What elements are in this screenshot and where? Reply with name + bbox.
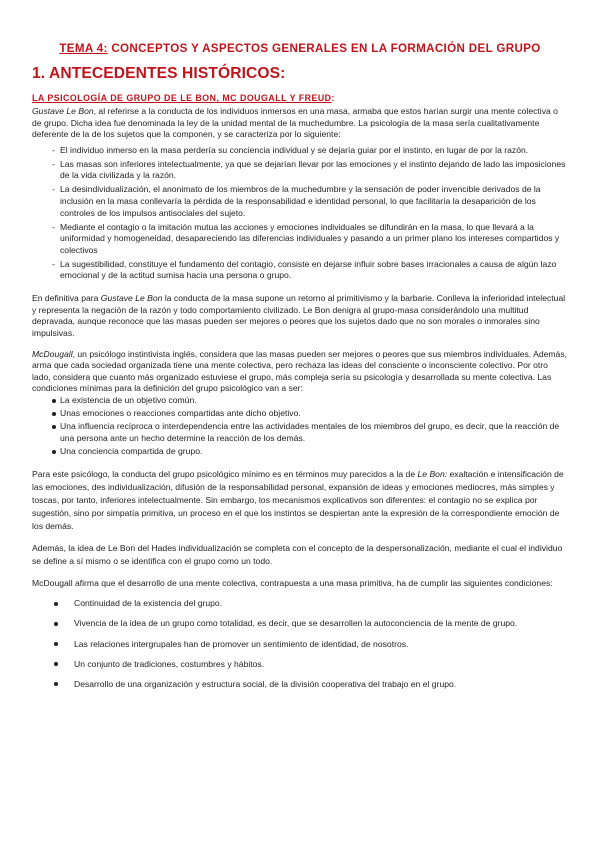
psychologist-conduct-paragraph	[32, 468, 568, 533]
list-item: La existencia de un objetivo común.	[32, 395, 568, 407]
subsection-heading: LA PSICOLOGÍA DE GRUPO DE LE BON, MC DOUGALL Y FREUD	[32, 93, 332, 103]
subsection-heading-wrap	[32, 88, 568, 106]
depersonalization-paragraph: Además, la idea de Le Bon del Hades individualización se completa con el concepto de la despersonalización, mediante el cual el individuo se define a sí mismo o se identifica con el grupo como un todo.	[32, 543, 563, 567]
collective-mind-conditions-list	[32, 598, 568, 690]
le-bon-characteristics-list	[32, 145, 568, 282]
author-mcdougall: McDougall	[32, 348, 73, 359]
list-item: Un conjunto de tradiciones, costumbres y hábitos.	[32, 659, 568, 671]
list-item: - Mediante el contagio o la imitación mutua las acciones y emociones individuales se difundirán en la masa, lo que llevará a la uniformidad y homogeneidad, desapareciendo las diferencias individuales y pasando a un primer plano los intereses compartidos y colectivos	[32, 222, 568, 257]
list-item: - La desindividualización, el anonimato de los miembros de la muchedumbre y la sensación de poder invencible derivados de la inclusión en la masa conllevaría la pérdida de la responsabilidad e identidad personal, lo que facilitaría la desaparición de los controles de los impulsos antisociales del sujeto.	[32, 184, 568, 219]
minimum-conditions-list	[32, 395, 568, 458]
conclusion-paragraph	[32, 293, 568, 339]
title-topic-name: CONCEPTOS Y ASPECTOS GENERALES EN LA FORMACIÓN DEL GRUPO	[107, 42, 541, 55]
list-item: - Las masas son inferiores intelectualmente, ya que se dejarían llevar por las emociones y el instinto dejando de lado las imposiciones de la vida civilizada y la razón.	[32, 159, 568, 182]
list-item: Una conciencia compartida de grupo.	[32, 446, 568, 458]
list-item: - El individuo inmerso en la masa perdería su conciencia individual y se dejaría guiar por el instinto, en lugar de por la razón.	[32, 145, 568, 157]
conduct-text-pre: Para este psicólogo, la conducta del grupo psicológico mínimo es en términos muy parecidos a la de	[32, 469, 418, 480]
list-item: Las relaciones intergrupales han de promover un sentimiento de identidad, de nosotros.	[32, 639, 568, 651]
author-le-bon: Gustave Le Bon	[32, 106, 94, 116]
mcdougall-paragraph	[32, 349, 568, 395]
conduct-text: exaltación e intensificación de las emociones, des individualización, difusión de la responsabilidad personal, expansión de ideas y emociones mediocres, más simples y toscas, por tanto, inferiores intelectualmente. Sin embargo, los mecanismos explicativos son diferentes: el contagio no se explica por sugestión, sino por simpatía primitiva, un proceso en el que los instintos se despiertan ante la expresión de la correspondiente emoción de los demás.	[32, 469, 564, 532]
collective-mind-paragraph: McDougall afirma que el desarrollo de una mente colectiva, contrapuesta a una masa primitiva, ha de cumplir las siguientes condiciones:	[32, 578, 553, 589]
author-le-bon: Le Bon:	[417, 469, 448, 480]
conclusion-text-pre: En definitiva para	[32, 293, 101, 304]
document-title	[32, 42, 568, 55]
list-item: Continuidad de la existencia del grupo.	[32, 598, 568, 610]
author-le-bon: Gustave Le Bon	[100, 293, 163, 304]
mcdougall-text: , un psicólogo instintivista inglés, considera que las masas pueden ser mejores o peores que sus miembros individuales. Además, arma que cada sociedad organizada tiene una mente colectiva, pero rechaza las ideas del consciente o inconsciente colectivo. Por otro lado, considera que cuanto más organizado estuviese el grupo, más compleja sería su psicología y desarrollada su mente colectiva. Las condiciones mínimas para la definición del grupo psicológico van a ser:	[32, 348, 568, 394]
subsection-heading-colon: :	[331, 93, 335, 103]
title-topic-number: TEMA 4:	[59, 42, 108, 55]
list-item: - La sugestibilidad, constituye el fundamento del contagio, consiste en dejarse influir sobre bases irracionales a causa de algún lazo emocional y de la actitud sumisa hacia una persona o grupo.	[32, 259, 568, 282]
list-item: Desarrollo de una organización y estructura social, de la división cooperativa del trabajo en el grupo.	[32, 679, 568, 691]
intro-paragraph	[32, 106, 568, 141]
list-item: Vivencia de la idea de un grupo como totalidad, es decir, que se desarrollen la autoconciencia de la mente de grupo.	[32, 618, 568, 630]
list-item: Unas emociones o reacciones compartidas ante dicho objetivo.	[32, 408, 568, 420]
list-item: Una influencia recíproca o interdependencia entre las actividades mentales de los miembros del grupo, es decir, que la reacción de una persona ante un hecho determine la reacción de los demás.	[32, 421, 568, 444]
conclusion-text: la conducta de la masa supone un retorno al primitivismo y la barbarie. Conlleva la inferioridad intelectual y representa la negación de la razón y todo comportamiento civilizado. Le Bon denigra al grupo-masa considerándolo una multitud depravada, aunque reconoce que las masas pueden ser mejores o peores que los sujetos dado que no son morales o inmorales sino impulsivas.	[32, 293, 566, 339]
section-heading: 1. ANTECEDENTES HISTÓRICOS:	[32, 65, 286, 82]
intro-text: , al referirse a la conducta de los individuos inmersos en una masa, armaba que estos harían surgir una mente colectiva o de grupo. Dicha idea fue denominada la ley de la unidad mental de la muchedumbre. La psicología de la masa sería cualitativamente deferente de la de los sujetos que la componen, y se caracteriza por lo siguiente:	[32, 106, 558, 140]
